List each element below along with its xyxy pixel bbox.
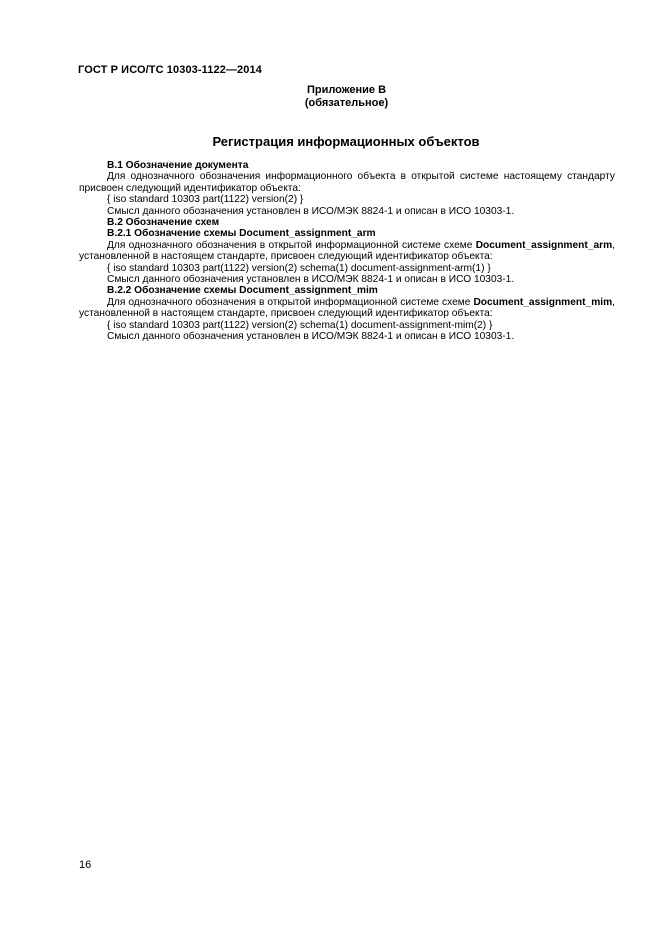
- section-b21-heading: B.2.1 Обозначение схемы Document_assignment_arm: [107, 228, 376, 240]
- section-b21-paragraph: [79, 240, 615, 263]
- section-b22-meaning: Смысл данного обозначения установлен в ИСО/МЭК 8824-1 и описан в ИСО 10303-1.: [107, 331, 515, 343]
- section-b1-heading: B.1 Обозначение документа: [107, 160, 249, 171]
- annex-title: Регистрация информационных объектов: [212, 134, 480, 149]
- section-b21-text-before: Для однозначного обозначения в открытой информационной системе схеме: [107, 239, 473, 251]
- section-b1-meaning: Смысл данного обозначения установлен в ИСО/МЭК 8824-1 и описан в ИСО 10303-1.: [107, 205, 515, 217]
- annex-body: [79, 160, 615, 343]
- section-b22-identifier: { iso standard 10303 part(1122) version(2) schema(1) document-assignment-mim(2) }: [107, 319, 493, 331]
- section-b1-identifier: { iso standard 10303 part(1122) version(2) }: [107, 194, 304, 206]
- annex-label: Приложение B: [306, 84, 387, 96]
- section-b21-text-after: , установленной в настоящем стандарте, присвоен следующий идентификатор объекта:: [79, 239, 615, 263]
- annex-status: (обязательное): [304, 97, 389, 109]
- section-b21-identifier: { iso standard 10303 part(1122) version(2) schema(1) document-assignment-arm(1) }: [107, 262, 491, 274]
- section-b22-text-before: Для однозначного обозначения в открытой информационной системе схеме: [107, 296, 471, 308]
- section-b2-heading: B.2 Обозначение схем: [107, 217, 220, 229]
- section-b21-schema-name: Document_assignment_arm: [475, 239, 613, 251]
- section-b1-paragraph: Для однозначного обозначения информационного объекта в открытой системе настоящему стандарту присвоен следующий идентификатор объекта:: [79, 171, 615, 194]
- section-b22-text-after: , установленной в настоящем стандарте, присвоен следующий идентификатор объекта:: [79, 296, 615, 320]
- page-number: 16: [79, 859, 92, 871]
- section-b22-schema-name: Document_assignment_mim: [473, 296, 613, 308]
- annex-heading: [200, 84, 493, 110]
- document-header: ГОСТ Р ИСО/ТС 10303-1122—2014: [78, 64, 262, 76]
- section-b22-paragraph: [79, 297, 615, 320]
- section-b21-meaning: Смысл данного обозначения установлен в ИСО/МЭК 8824-1 и описан в ИСО 10303-1.: [107, 274, 515, 286]
- section-b22-heading: B.2.2 Обозначение схемы Document_assignment_mim: [107, 285, 378, 297]
